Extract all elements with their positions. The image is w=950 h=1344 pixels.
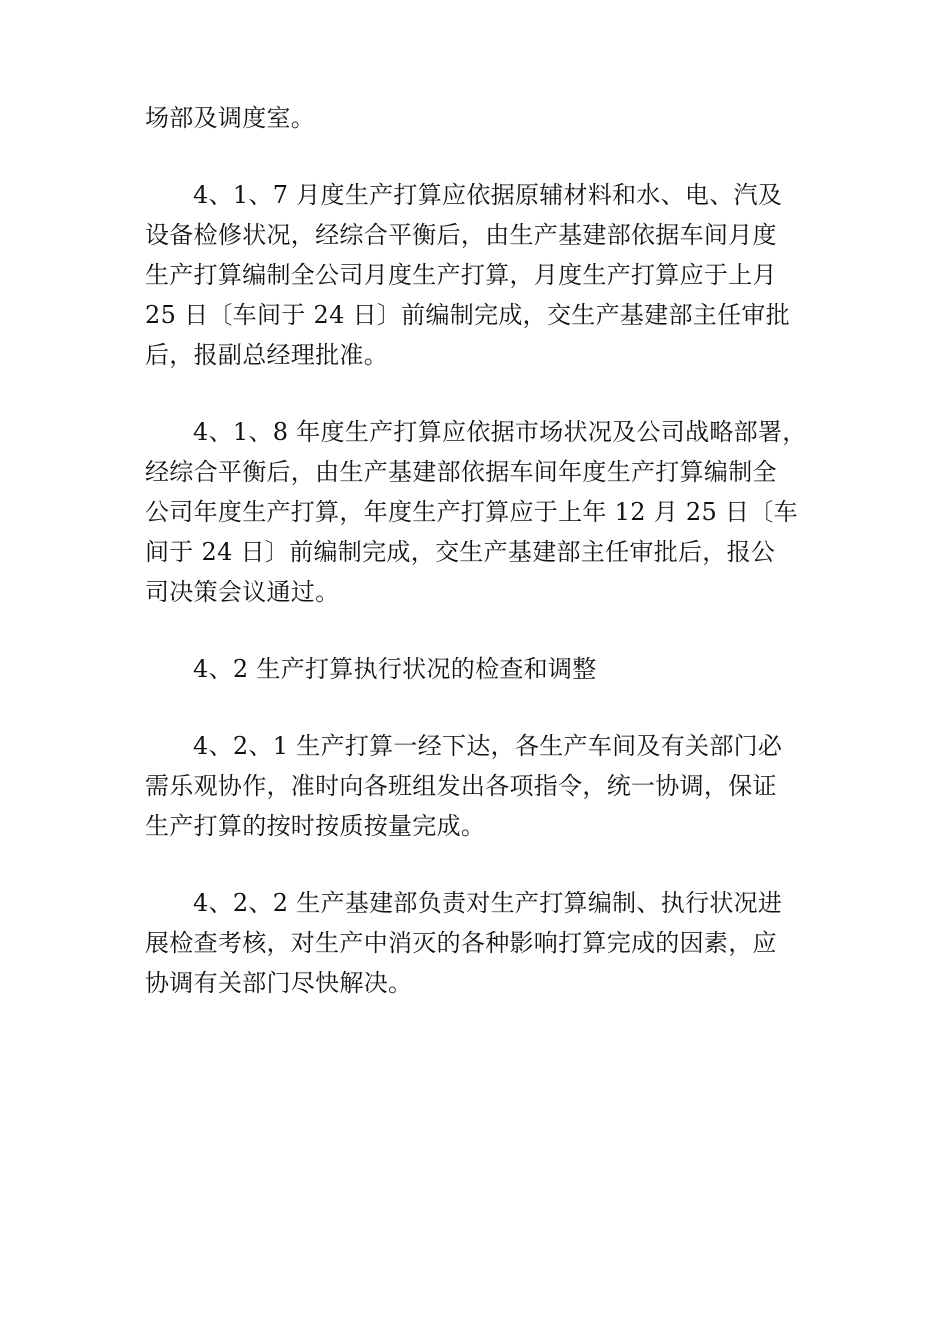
document-body [145,98,810,1040]
paragraph-4-2-1: 4、2、1 生产打算一经下达，各生产车间及有关部门必 需乐观协作，准时向各班组发出各项指令，统一协调，保证 生产打算的按时按质按量完成。 [145,732,783,840]
paragraph-4-1-7: 4、1、7 月度生产打算应依据原辅材料和水、电、汽及 设备检修状况，经综合平衡后，由生产基建部依据车间月度 生产打算编制全公司月度生产打算，月度生产打算应于上月 25 日〔车间于 24 日〕前编制完成，交生产基建部主任审批 后，报副总经理批准。 [145,181,790,369]
paragraph-4-2-2: 4、2、2 生产基建部负责对生产打算编制、执行状况进 展检查考核，对生产中消灭的各种影响打算完成的因素，应 协调有关部门尽快解决。 [145,889,783,997]
paragraph-continuation: 场部及调度室。 [145,104,316,132]
paragraph-4-1-8: 4、1、8 年度生产打算应依据市场状况及公司战略部署， 经综合平衡后，由生产基建部依据车间年度生产打算编制全 公司年度生产打算，年度生产打算应于上年 12 月 25 日〔车 间于 24 日〕前编制完成，交生产基建部主任审批后，报公 司决策会议通过。 [145,418,807,606]
section-heading-4-2: 4、2 生产打算执行状况的检查和调整 [193,655,597,683]
